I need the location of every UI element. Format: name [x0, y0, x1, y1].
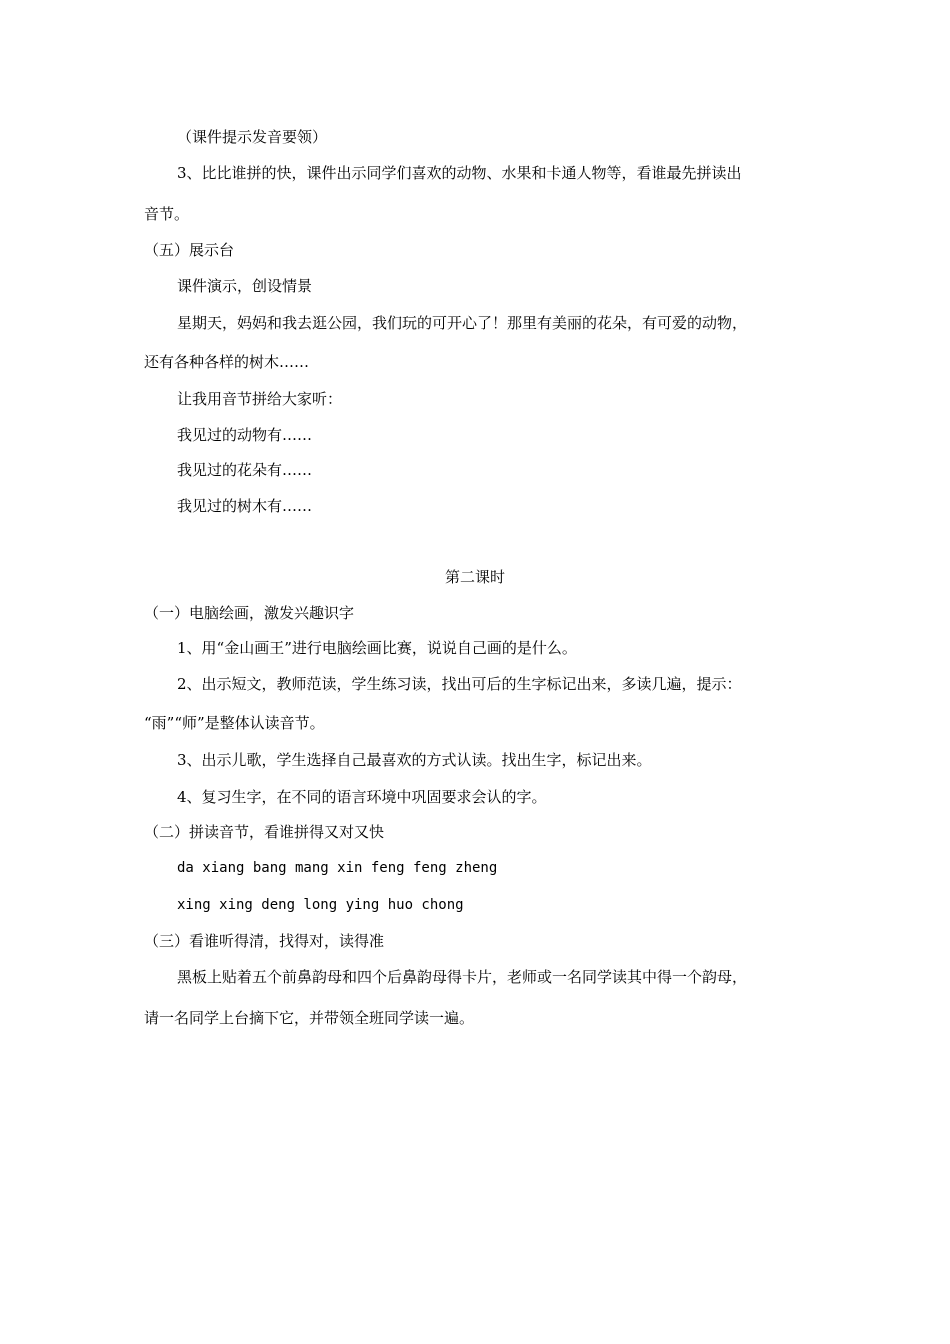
section-heading: （二）拼读音节，看谁拼得又对又快: [144, 823, 385, 841]
text-line: 我见过的动物有……: [177, 426, 313, 444]
text-line: 我见过的花朵有……: [177, 461, 313, 479]
section-heading: （五）展示台: [144, 241, 235, 259]
text-line: 音节。: [144, 205, 190, 223]
text-line: 我见过的树木有……: [177, 497, 313, 515]
pinyin-line: xing xing deng long ying huo chong: [177, 897, 464, 913]
text-line: 让我用音节拼给大家听：: [177, 390, 343, 408]
text-line: 4、复习生字，在不同的语言环境中巩固要求会认的字。: [177, 788, 547, 806]
text-line: 1、用“金山画王”进行电脑绘画比赛，说说自己画的是什么。: [177, 639, 577, 657]
text-line: “雨”“师”是整体认读音节。: [144, 714, 325, 732]
text-line: 请一名同学上台摘下它，并带领全班同学读一遍。: [144, 1009, 475, 1027]
text-line: 星期天，妈妈和我去逛公园，我们玩的可开心了！那里有美丽的花朵，有可爱的动物，: [177, 314, 748, 332]
section-heading: （一）电脑绘画，激发兴趣识字: [144, 604, 355, 622]
text-line: （课件提示发音要领）: [177, 128, 328, 146]
text-line: 3、比比谁拼的快，课件出示同学们喜欢的动物、水果和卡通人物等，看谁最先拼读出: [177, 164, 742, 182]
section-heading: （三）看谁听得清，找得对，读得准: [144, 932, 385, 950]
text-line: 3、出示儿歌，学生选择自己最喜欢的方式认读。找出生字，标记出来。: [177, 751, 652, 769]
lesson-title: 第二课时: [444, 568, 505, 586]
text-line: 还有各种各样的树木……: [144, 353, 310, 371]
pinyin-line: da xiang bang mang xin feng feng zheng: [177, 860, 498, 876]
text-line: 2、出示短文，教师范读，学生练习读，找出可后的生字标记出来，多读几遍，提示：: [177, 675, 742, 693]
text-line: 黑板上贴着五个前鼻韵母和四个后鼻韵母得卡片，老师或一名同学读其中得一个韵母，: [177, 968, 748, 986]
text-line: 课件演示，创设情景: [177, 277, 313, 295]
